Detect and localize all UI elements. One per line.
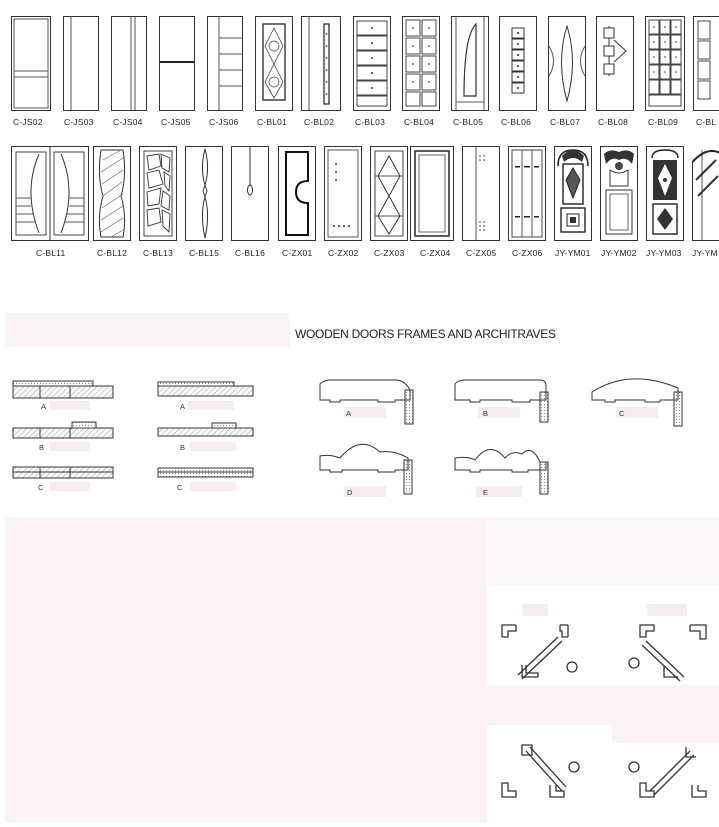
door-code: C-ZX03 — [374, 248, 405, 258]
profile-label: B — [39, 443, 44, 452]
door-code: C-BL07 — [550, 117, 580, 127]
profile-label: A — [346, 409, 351, 418]
door-code: C-JS03 — [64, 117, 94, 127]
title-band — [5, 313, 290, 347]
door-code: C-BL13 — [143, 248, 173, 258]
door-code: C-ZX06 — [512, 248, 543, 258]
blank-region — [487, 517, 719, 585]
door-code: C-JS02 — [13, 117, 43, 127]
profile-label: C — [38, 483, 43, 492]
door-code: C-BL05 — [453, 117, 483, 127]
door-code: JY-YM01 — [555, 248, 591, 258]
profile-label: A — [41, 402, 46, 411]
profile-label: C — [177, 483, 182, 492]
door-thumbnail[interactable] — [692, 146, 719, 241]
door-thumbnail[interactable] — [462, 146, 500, 241]
door-thumbnail[interactable] — [185, 146, 223, 241]
door-thumbnail[interactable] — [278, 146, 316, 241]
door-code: C-BL11 — [36, 248, 65, 258]
door-code: C-BL04 — [404, 117, 434, 127]
profile-label: B — [483, 409, 488, 418]
section-title: WOODEN DOORS FRAMES AND ARCHITRAVES — [295, 327, 556, 341]
door-thumbnail[interactable] — [324, 146, 362, 241]
door-thumbnail[interactable] — [508, 146, 546, 241]
door-thumbnail[interactable] — [231, 146, 269, 241]
door-row-2 — [0, 0, 719, 270]
frame-profiles — [300, 370, 719, 505]
door-thumbnail[interactable] — [139, 146, 177, 241]
door-code: JY-YM02 — [601, 248, 637, 258]
door-code: C-JS05 — [161, 117, 191, 127]
door-code: C-BL09 — [648, 117, 678, 127]
door-code: C-BL02 — [304, 117, 334, 127]
door-code: C-BL12 — [97, 248, 127, 258]
door-code: JY-YM03 — [646, 248, 682, 258]
profile-label: B — [180, 443, 185, 452]
door-thumbnail[interactable] — [410, 146, 454, 241]
panel-profiles — [0, 370, 280, 500]
door-code: C-BL06 — [501, 117, 531, 127]
door-thumbnail[interactable] — [370, 146, 408, 241]
door-code: C-JS04 — [113, 117, 143, 127]
frame-corner-diagrams — [490, 615, 719, 822]
door-thumbnail[interactable] — [600, 146, 638, 241]
panel-profile-drawings — [0, 370, 280, 500]
door-thumbnail[interactable] — [554, 146, 592, 241]
blank-region — [5, 517, 487, 822]
door-code: C-ZX05 — [466, 248, 497, 258]
door-thumbnail[interactable] — [11, 146, 89, 241]
door-code: C-BL — [696, 117, 716, 127]
profile-label: A — [180, 402, 185, 411]
door-code: JY-YM — [692, 248, 718, 258]
door-code: C-BL01 — [257, 117, 287, 127]
door-thumbnail[interactable] — [93, 146, 131, 241]
door-code: C-BL08 — [598, 117, 628, 127]
door-code: C-ZX01 — [282, 248, 313, 258]
door-code: C-BL15 — [189, 248, 219, 258]
door-code: C-BL03 — [355, 117, 385, 127]
profile-label: D — [347, 488, 352, 497]
door-code: C-JS06 — [209, 117, 239, 127]
frame-profile-drawings — [300, 370, 719, 505]
door-code: C-ZX02 — [328, 248, 359, 258]
door-thumbnail[interactable] — [646, 146, 684, 241]
profile-label: C — [619, 409, 624, 418]
door-code: C-ZX04 — [420, 248, 451, 258]
door-code: C-BL16 — [235, 248, 265, 258]
frame-corner-drawings — [490, 615, 719, 822]
profile-label: E — [483, 488, 488, 497]
